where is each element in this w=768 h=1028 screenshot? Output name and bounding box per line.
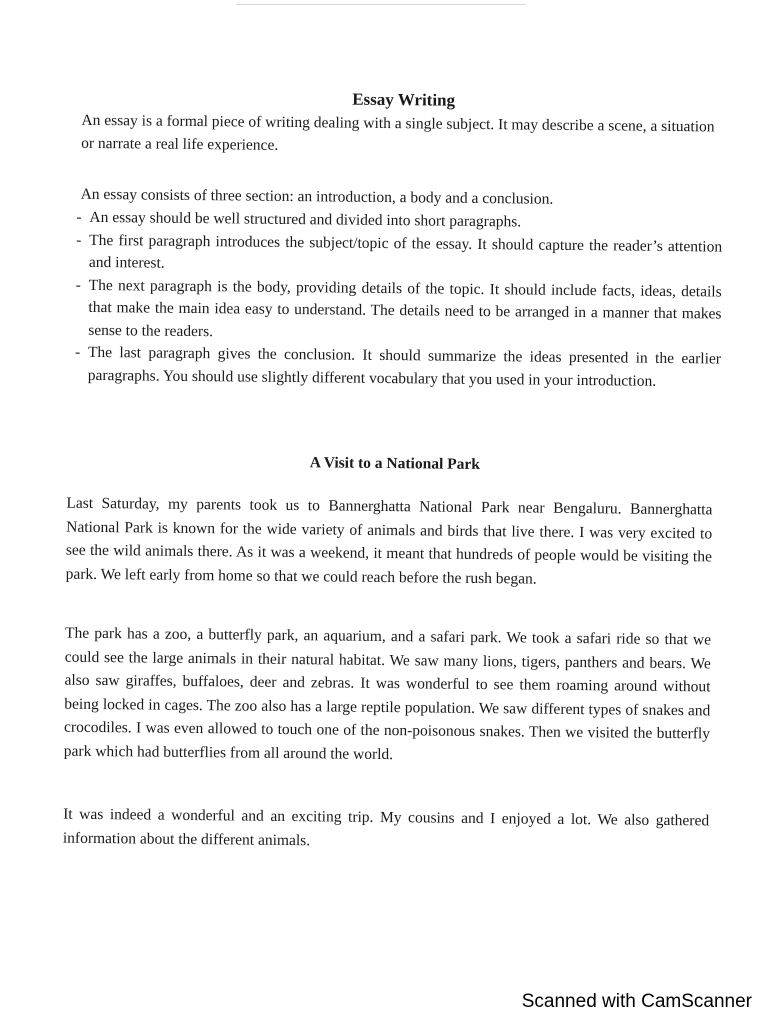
essay-title: Essay Writing	[352, 89, 456, 110]
guideline-item: - An essay should be well structured and divided into short paragraphs.	[76, 207, 722, 236]
guidelines-list	[75, 207, 723, 394]
essay-intro: An essay is a formal piece of writing dealing with a single subject. It may describe a scene, a situation or narrate a real life experience.	[81, 111, 715, 154]
essay-sections-lead: An essay consists of three section: an introduction, a body and a conclusion.	[80, 185, 554, 208]
sample-paragraph: Last Saturday, my parents took us to Bannerghatta National Park near Bengaluru. Bannerghatta National Park is known for the wide variety of animals and birds that live there. I was very excited to see the wild animals there. As it was a weekend, it meant that hundreds of people would be visiting the park. We left early from home so that we could reach before the rush began.	[65, 494, 713, 588]
sample-paragraph: The park has a zoo, a butterfly park, an aquarium, and a safari park. We took a safari ride so that we could see the large animals in their natural habitat. We saw many lions, tigers, panthers and bears. We also saw giraffes, buffaloes, deer and zebras. It was wonderful to see them roaming around without being locked in cages. The zoo also has a large reptile population. We saw different types of snakes and crocodiles. I was even allowed to touch one of the non-poisonous snakes. Then we visited the butterfly park which had butterflies from all around the world.	[63, 624, 712, 763]
sample-essay-title: A Visit to a National Park	[309, 454, 480, 474]
guideline-item: - The last paragraph gives the conclusion. It should summarize the ideas presented in the earlier paragraphs. You should use slightly different vocabulary that you used in your introduction.	[75, 342, 721, 394]
scanner-watermark: Scanned with CamScanner	[521, 991, 752, 1012]
guideline-item: - The first paragraph introduces the subject/topic of the essay. It should capture the reader’s attention and interest.	[76, 229, 722, 281]
sample-paragraph: It was indeed a wonderful and an exciting trip. My cousins and I enjoyed a lot. We also gathered information about the different animals.	[62, 805, 710, 849]
guideline-item: - The next paragraph is the body, providing details of the topic. It should include facts, ideas, details that make the main idea easy to understand. The details need to be arranged in a manner that makes sense to the readers.	[75, 274, 722, 348]
